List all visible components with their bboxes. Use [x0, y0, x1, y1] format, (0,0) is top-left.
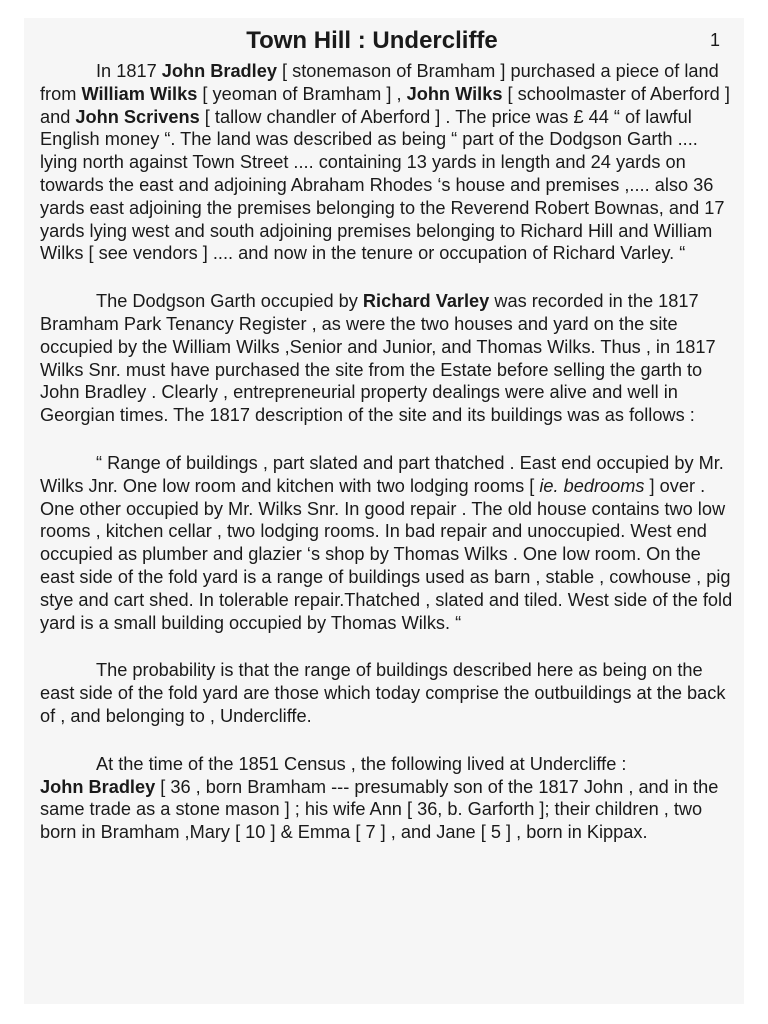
paragraph-2: The Dodgson Garth occupied by Richard Varley was recorded in the 1817 Bramham Park Tenancy Register , as were the two houses and yard on the site occupied by the William Wilks ,Senior and Junior, and Thomas Wilks. Thus , in 1817 Wilks Snr. must have purchased the site from the Estate before selling the garth to John Bradley . Clearly , entrepreneurial property dealings were alive and well in Georgian times. The 1817 description of the site and its buildings was as follows :	[40, 291, 716, 426]
page-number: 1	[709, 30, 720, 50]
page-title: Town Hill : Undercliffe	[246, 27, 498, 54]
paragraph-5: At the time of the 1851 Census , the following lived at Undercliffe : John Bradley [ 36 , born Bramham --- presumably son of the 1817 John , and in the same trade as a stone mason ] ; his wife Ann [ 36, b. Garforth ]; their children , two born in Bramham ,Mary [ 10 ] & Emma [ 7 ] , and Jane [ 5 ] , born in Kippax.	[40, 753, 719, 843]
paragraph-4: The probability is that the range of buildings described here as being on the east side of the fold yard are those which today comprise the outbuildings at the back of , and belonging to , Undercliffe.	[40, 660, 726, 726]
header	[40, 24, 734, 60]
document-page	[24, 18, 744, 1004]
paragraph-1: In 1817 John Bradley [ stonemason of Bramham ] purchased a piece of land from William Wilks [ yeoman of Bramham ] , John Wilks [ schoolmaster of Aberford ] and John Scrivens [ tallow chandler of Aberford ] . The price was £ 44 “ of lawful English money “. The land was described as being “ part of the Dodgson Garth .... lying north against Town Street .... containing 13 yards in length and 24 yards on towards the east and adjoining Abraham Rhodes ‘s house and premises ,.... also 36 yards east adjoining the premises belonging to the Reverend Robert Bownas, and 17 yards lying west and south adjoining premises belonging to Richard Hill and William Wilks [ see vendors ] .... and now in the tenure or occupation of Richard Varley. “	[40, 61, 730, 264]
paragraph-3: “ Range of buildings , part slated and part thatched . East end occupied by Mr. Wilks Jnr. One low room and kitchen with two lodging rooms [ ie. bedrooms ] over . One other occupied by Mr. Wilks Snr. In good repair . The old house contains two low rooms , kitchen cellar , two lodging rooms. In bad repair and unoccupied. West end occupied as plumber and glazier ‘s shop by Thomas Wilks . One low room. On the east side of the fold yard is a range of buildings used as barn , stable , cowhouse , pig stye and cart shed. In tolerable repair.Thatched , slated and tiled. West side of the fold yard is a small building occupied by Thomas Wilks. “	[40, 452, 733, 633]
